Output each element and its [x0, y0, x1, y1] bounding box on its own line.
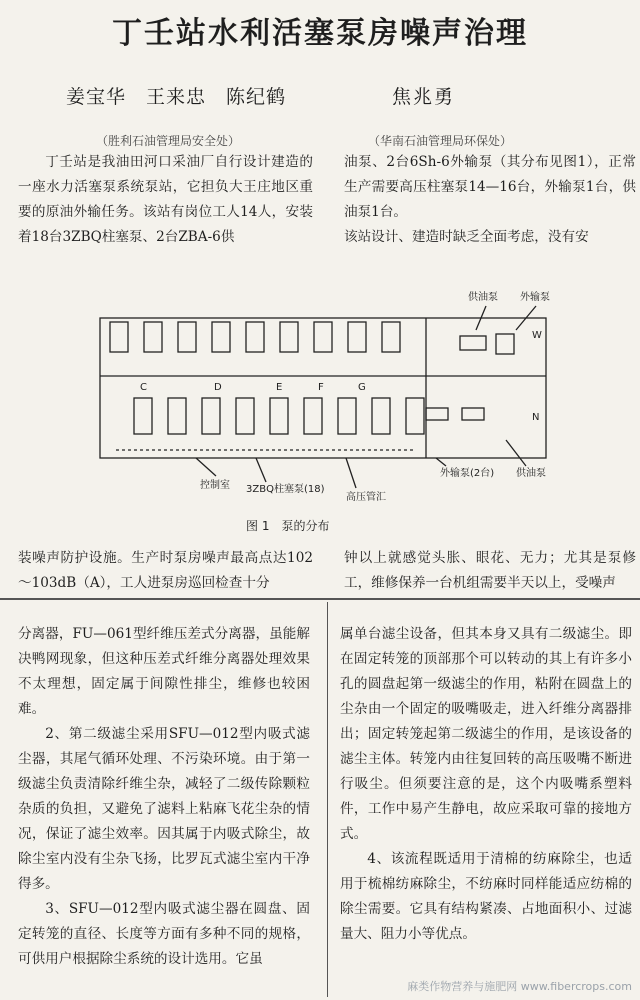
authors-left: 姜宝华 王来忠 陈纪鹤: [66, 86, 287, 108]
affiliation-right: （华南石油管理局环保处）: [368, 134, 513, 148]
lower-left-column: [18, 622, 310, 972]
leader-line: [346, 458, 356, 488]
figure-label-header: 高压管汇: [346, 492, 386, 503]
lower-right-column: [340, 622, 632, 947]
lower-pump-row: [134, 398, 424, 434]
figure-label-export: 外输泵: [520, 292, 550, 303]
supply-pump: [460, 336, 486, 350]
supply-pump-2: [496, 334, 514, 354]
figure-caption: 图 1 泵的分布: [246, 519, 330, 533]
lower-left-paragraph-1: 分离器，FU—061型纤维压差式分离器，虽能解决鸭网现象，但这种压差式纤维分离器处理效果不太理想，固定属于间隙性排尘，维修也较困难。: [18, 626, 310, 717]
section-divider: [0, 598, 640, 600]
export-pump-1: [426, 408, 448, 420]
figure-label-control: 控制室: [200, 480, 230, 491]
leader-line: [436, 458, 446, 466]
lower-left-paragraph-3: 3、SFU—012型内吸式滤尘器在圆盘、固定转笼的直径、长度等方面有多种不同的规格，可供用户根据除尘系统的设计选用。它虽: [18, 901, 310, 967]
leader-line: [506, 440, 526, 466]
intro-right-paragraph: 油泵、2台6Sh-6外输泵（其分布见图1），正常生产需要高压柱塞泵14—16台，外输泵1台，供油泵1台。 该站设计、建造时缺乏全面考虑，没有安: [344, 154, 636, 245]
lower-right-paragraph-2: 4、该流程既适用于清棉的纺麻除尘，也适用于梳棉纺麻除尘，不纺麻时同样能适应纺棉的除尘需要。它具有结构紧凑、占地面积小、过滤量大、阻力小等优点。: [340, 851, 632, 942]
letter-label: E: [276, 382, 283, 393]
letter-label: C: [140, 382, 147, 393]
mid-left-paragraph: 装噪声防护设施。生产时泵房噪声最高点达102～103dB（A），工人进泵房巡回检查十分: [18, 550, 313, 591]
export-pump-2: [462, 408, 484, 420]
affiliation-left: （胜利石油管理局安全处）: [96, 134, 241, 148]
article-title: 丁壬站水利活塞泵房噪声治理: [112, 16, 528, 51]
letter-label: N: [532, 412, 540, 423]
upper-pump-row: [110, 322, 400, 352]
mid-right-paragraph: 钟以上就感觉头胀、眼花、无力；尤其是泵修工，维修保养一台机组需要半天以上，受噪声: [344, 550, 636, 591]
pump-distribution-figure: [96, 280, 566, 540]
intro-left-paragraph: 丁壬站是我油田河口采油厂自行设计建造的一座水力活塞泵系统泵站，它担负大王庄地区重要的原油外输任务。该站有岗位工人14人，安装着18台3ZBQ柱塞泵、2台ZBA-6供: [18, 154, 313, 245]
letter-label: G: [358, 382, 366, 393]
figure-label-oil-pump: 供油泵: [468, 292, 498, 303]
leader-line: [196, 458, 216, 476]
letter-label: D: [214, 382, 222, 393]
figure-label-plunger: 3ZBQ柱塞泵(18): [246, 484, 325, 495]
letter-label: F: [318, 382, 324, 393]
figure-label-supply: 供油泵: [516, 468, 546, 479]
leader-line: [256, 458, 266, 482]
lower-right-paragraph-1: 属单台滤尘设备，但其本身又具有二级滤尘。即在固定转笼的顶部那个可以转动的其上有许多小孔的圆盘起第一级滤尘的作用，粘附在圆盘上的尘杂由一个固定的吸嘴吸走，进入纤维分离器排出；固定转笼起第二级滤尘的作用，是该设备的滤尘主体。转笼内由往复回转的高压吸嘴不断进行吸尘。但须要注意的是，这个内吸嘴系塑料件，工作中易产生静电，故应采取可靠的接地方式。: [340, 626, 632, 842]
authors-right: 焦兆勇: [392, 86, 456, 108]
letter-label: W: [532, 330, 542, 341]
column-divider: [327, 602, 328, 997]
figure-label-export-6sh: 外输泵(2台): [440, 468, 495, 479]
lower-left-paragraph-2: 2、第二级滤尘采用SFU—012型内吸式滤尘器，其尾气循环处理、不污染环境。由于第一级滤尘负责清除纤维尘杂，减轻了二级传除颗粒杂质的负担，又避免了滤料上粘麻飞花尘杂的情况，保证了滤尘效率。因其属于内吸式除尘，故除尘室内没有尘杂飞扬，比罗瓦式滤尘室内干净得多。: [18, 726, 310, 892]
watermark: 麻类作物营养与施肥网 www.fibercrops.com: [407, 980, 632, 993]
